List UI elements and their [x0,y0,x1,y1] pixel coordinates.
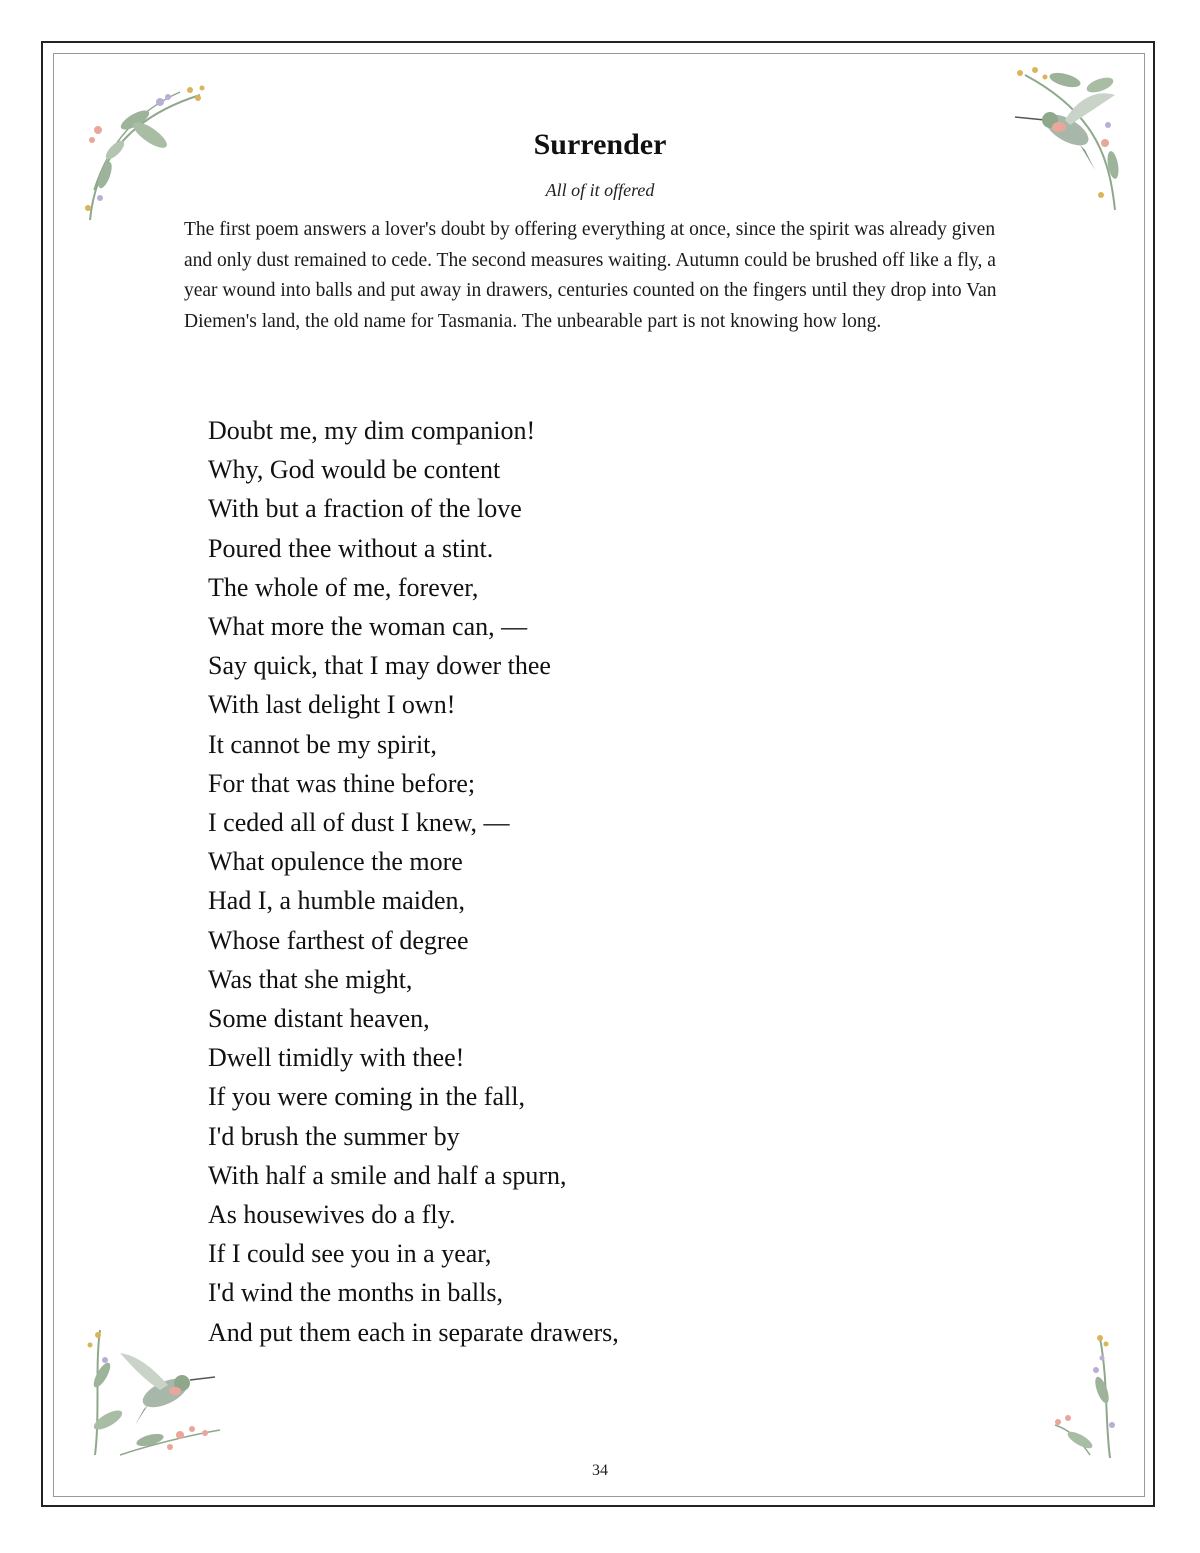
poem-line: What opulence the more [208,847,463,877]
poem-line: What more the woman can, — [208,612,528,642]
poem-line: For that was thine before; [208,768,476,798]
poem-line: I'd wind the months in balls, [208,1278,504,1308]
poem-body [208,411,619,1352]
poem-line: It cannot be my spirit, [208,729,437,759]
poem-line: Dwell timidly with thee! [208,1043,465,1073]
poem-line: The whole of me, forever, [208,572,479,602]
hummingbird-icon [80,1325,225,1460]
page-title: Surrender [533,128,667,161]
poem-line: And put them each in separate drawers, [208,1317,619,1347]
intro-paragraph: The first poem answers a lover's doubt by offering everything at once, since the spirit was already given and only dust remained to cede. The second measures waiting. Autumn could be brushed off like a fly, a year wound into balls and put away in drawers, centuries counted on the fingers until they drop into Van Diemen's land, the old name for Tasmania. The unbearable part is not knowing how long. [184,219,997,332]
poem-line: With but a fraction of the love [208,494,522,524]
poem-line: Had I, a humble maiden, [208,886,466,916]
poem-line: Was that she might, [208,964,413,994]
poem-line: I'd brush the summer by [208,1121,460,1151]
poem-line: Doubt me, my dim companion! [208,416,536,445]
poem-line: Whose farthest of degree [208,925,469,955]
page-subtitle: All of it offered [545,180,655,200]
poem-line: If you were coming in the fall, [208,1082,525,1112]
poem-line: Say quick, that I may dower thee [208,651,551,681]
poem-line: With half a smile and half a spurn, [208,1160,567,1190]
poem-line: Some distant heaven, [208,1004,430,1034]
poem-line: Poured thee without a stint. [208,533,494,563]
poem-line: If I could see you in a year, [208,1239,492,1269]
poem-line: As housewives do a fly. [208,1200,456,1230]
poem-line: With last delight I own! [208,690,456,720]
floral-corner-icon [1040,1330,1125,1460]
poem-line: I ceded all of dust I knew, — [208,808,510,838]
poem-line: Why, God would be content [208,455,501,485]
page-number: 34 [592,1462,608,1479]
